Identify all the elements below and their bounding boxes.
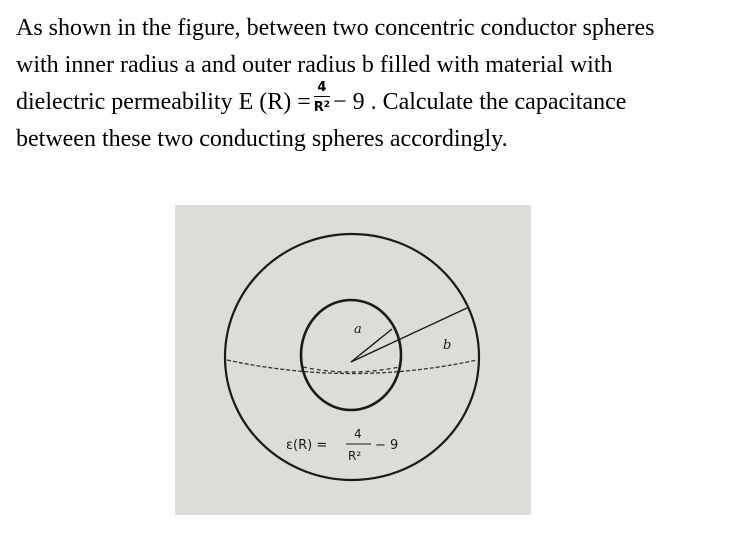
formula-denominator: R² [348, 449, 362, 463]
label-b: b [443, 338, 452, 353]
formula-lhs: ε(R) = [286, 438, 328, 453]
inner-sphere [301, 300, 401, 410]
fraction-denominator [314, 97, 330, 115]
label-a: a [354, 322, 362, 337]
problem-line-3-start: dielectric permeability E (R) = [16, 89, 311, 115]
outer-sphere [225, 234, 479, 480]
problem-line-1: As shown in the figure, between two concentric conductor spheres [16, 15, 655, 41]
formula-numerator: 4 [354, 427, 362, 441]
inner-equator [303, 367, 399, 372]
problem-line-3 [16, 80, 731, 121]
concentric-spheres-figure [175, 205, 531, 515]
fraction-denominator-base: R [313, 100, 324, 116]
fraction-numerator: 4 [314, 81, 330, 97]
problem-statement [16, 10, 731, 158]
spheres-diagram [175, 205, 531, 515]
radius-b-line [351, 308, 467, 362]
problem-line-3-end: − 9 . Calculate the capacitance [333, 89, 627, 115]
formula-rhs: − 9 [375, 438, 399, 453]
problem-line-2: with inner radius a and outer radius b filled with material with [16, 52, 613, 78]
permittivity-fraction [314, 81, 330, 115]
problem-line-4: between these two conducting spheres accordingly. [16, 126, 508, 152]
fraction-denominator-exponent: 2 [323, 100, 331, 111]
